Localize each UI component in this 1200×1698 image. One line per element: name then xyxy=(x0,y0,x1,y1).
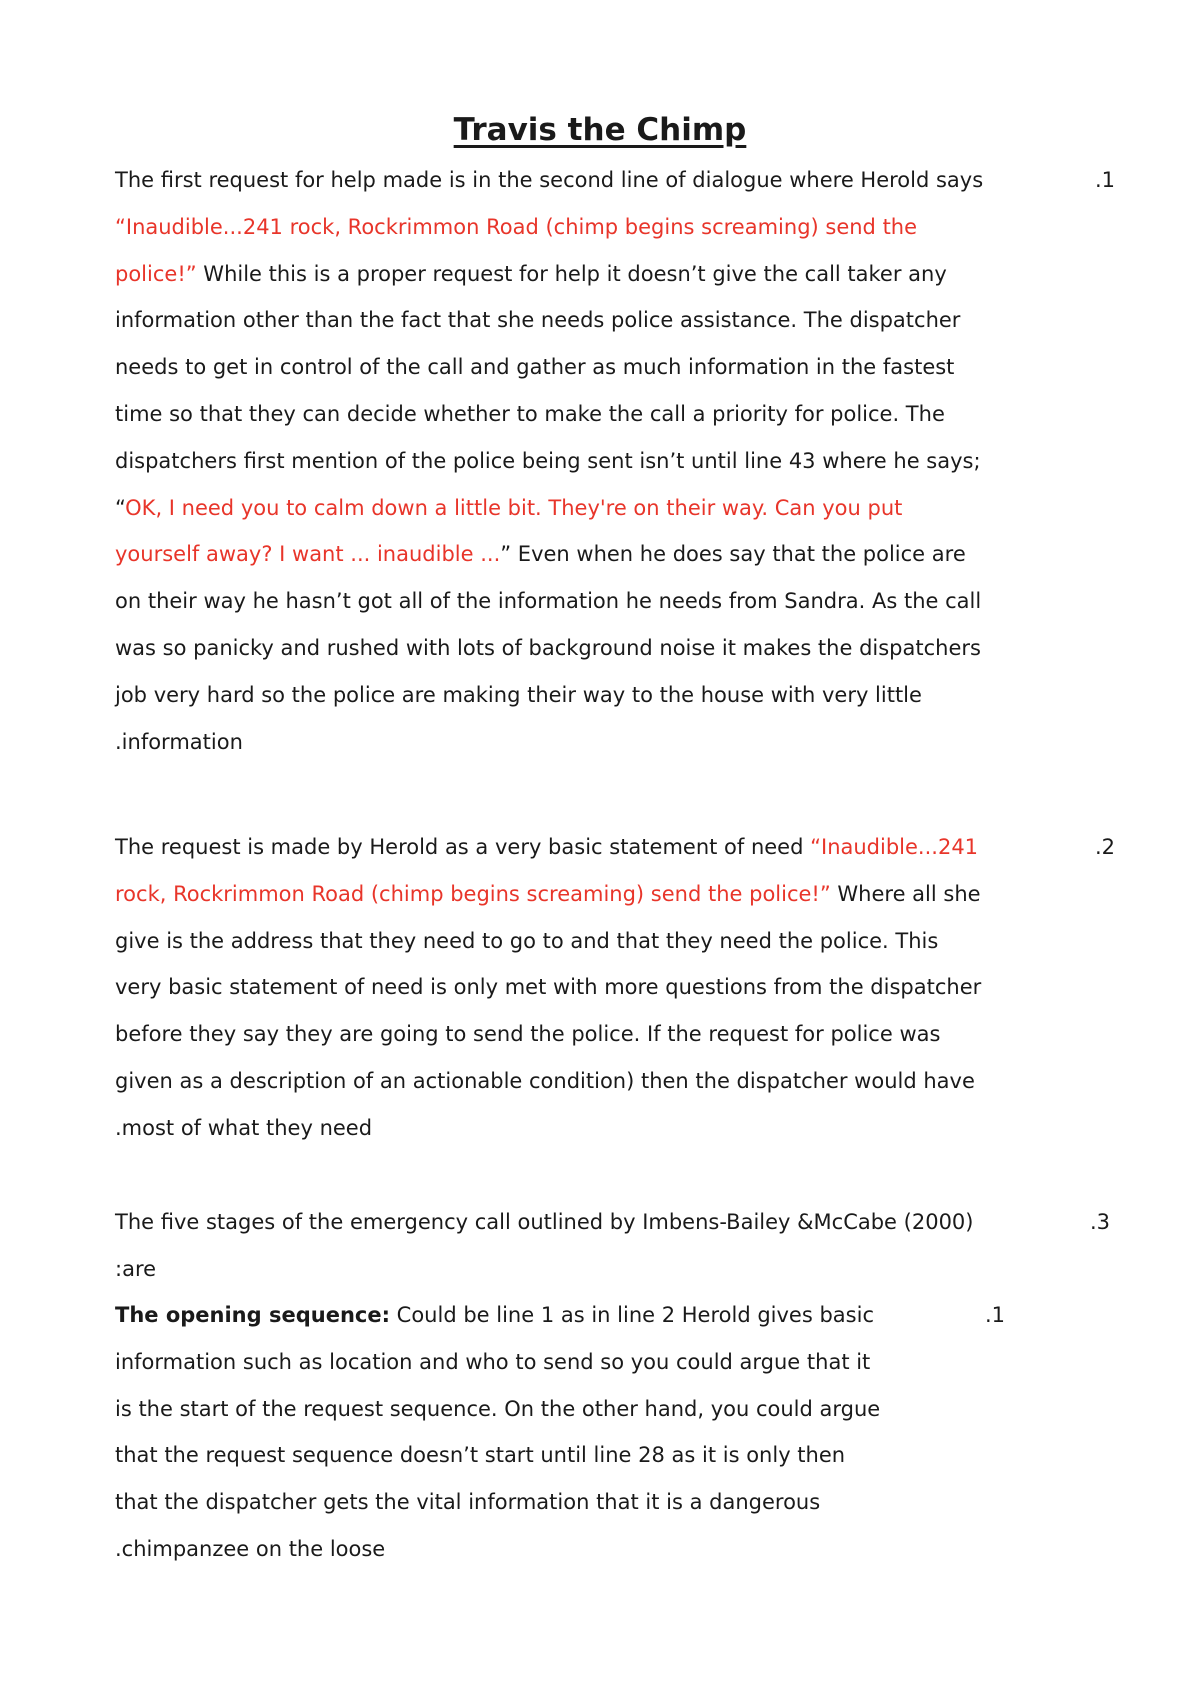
text-line xyxy=(115,1199,1045,1246)
body-text: .information xyxy=(115,729,243,754)
body-text: that the request sequence doesn’t start until line 28 as it is only then xyxy=(115,1443,846,1468)
text-line xyxy=(115,871,1045,918)
quoted-text: yourself away? I want ... inaudible ... xyxy=(115,542,501,567)
body-text: job very hard so the police are making their way to the house with very little xyxy=(115,682,922,707)
subsection-1-number: .1 xyxy=(985,1303,1006,1327)
text-line xyxy=(115,1432,945,1479)
text-line xyxy=(115,344,1045,391)
subsection-1-paragraph xyxy=(115,1292,945,1573)
text-line xyxy=(115,531,1045,578)
section-1-number: .1 xyxy=(1095,168,1116,192)
text-line xyxy=(115,1292,945,1339)
text-line xyxy=(115,824,1045,871)
body-text: time so that they can decide whether to make the call a priority for police. The xyxy=(115,401,945,426)
quoted-text: “Inaudible...241 xyxy=(810,835,979,859)
text-line xyxy=(115,1526,945,1573)
body-text: “ xyxy=(115,495,126,520)
text-line xyxy=(115,625,1045,672)
text-line xyxy=(115,1246,1045,1293)
body-text: The first request for help made is in the second line of dialogue where Herold says xyxy=(115,168,984,192)
text-line xyxy=(115,1011,1045,1058)
text-line xyxy=(115,297,1045,344)
body-text: The request is made by Herold as a very basic statement of need xyxy=(115,835,811,859)
text-line xyxy=(115,204,1045,251)
body-text: information such as location and who to send so you could argue that it xyxy=(115,1349,871,1374)
body-text: While this is a proper request for help it doesn’t give the call taker any xyxy=(196,261,947,286)
section-3-paragraph xyxy=(115,1199,1045,1293)
body-text: that the dispatcher gets the vital information that it is a dangerous xyxy=(115,1490,821,1515)
body-text: information other than the fact that she needs police assistance. The dispatcher xyxy=(115,308,961,333)
quoted-text: “Inaudible...241 rock, Rockrimmon Road (chimp begins screaming) send the xyxy=(115,214,918,239)
section-2-paragraph xyxy=(115,824,1045,1152)
body-text: .chimpanzee on the loose xyxy=(115,1536,386,1561)
bold-heading-text: The opening sequence: xyxy=(115,1303,390,1327)
quoted-text: OK, I need you to calm down a little bit. They're on their way. Can you put xyxy=(125,495,903,520)
body-text: was so panicky and rushed with lots of background noise it makes the dispatchers xyxy=(115,635,981,660)
body-text: ” Even when he does say that the police are xyxy=(500,542,966,567)
text-line xyxy=(115,157,1045,204)
section-3-number: .3 xyxy=(1090,1210,1111,1234)
text-line xyxy=(115,251,1045,298)
text-line xyxy=(115,964,1045,1011)
quoted-text: police!” xyxy=(115,261,197,286)
text-line xyxy=(115,1386,945,1433)
body-text: .most of what they need xyxy=(115,1115,373,1140)
body-text: very basic statement of need is only met with more questions from the dispatcher xyxy=(115,975,982,1000)
text-line xyxy=(115,1105,1045,1152)
text-line xyxy=(115,1479,945,1526)
text-line xyxy=(115,578,1045,625)
body-text: before they say they are going to send the police. If the request for police was xyxy=(115,1022,941,1047)
text-line xyxy=(115,1339,945,1386)
text-line xyxy=(115,672,1045,719)
text-line xyxy=(115,719,1045,766)
body-text: on their way he hasn’t got all of the information he needs from Sandra. As the call xyxy=(115,589,982,614)
section-1-paragraph xyxy=(115,157,1045,765)
text-line xyxy=(115,485,1045,532)
body-text: dispatchers first mention of the police being sent isn’t until line 43 where he says; xyxy=(115,448,981,473)
body-text: give is the address that they need to go to and that they need the police. This xyxy=(115,928,939,953)
text-line xyxy=(115,1058,1045,1105)
quoted-text: rock, Rockrimmon Road (chimp begins screaming) send the police!” xyxy=(115,881,831,906)
body-text: is the start of the request sequence. On the other hand, you could argue xyxy=(115,1396,881,1421)
section-2-number: .2 xyxy=(1095,835,1116,859)
body-text: Could be line 1 as in line 2 Herold gives basic xyxy=(389,1303,874,1327)
body-text: needs to get in control of the call and gather as much information in the fastest xyxy=(115,355,955,380)
text-line xyxy=(115,438,1045,485)
body-text: given as a description of an actionable condition) then the dispatcher would have xyxy=(115,1068,975,1093)
document-title: Travis the Chimp xyxy=(453,112,747,148)
body-text: :are xyxy=(115,1256,157,1281)
text-line xyxy=(115,918,1045,965)
body-text: The five stages of the emergency call outlined by Imbens-Bailey &McCabe (2000) xyxy=(115,1210,974,1234)
text-line xyxy=(115,391,1045,438)
body-text: Where all she xyxy=(830,881,981,906)
